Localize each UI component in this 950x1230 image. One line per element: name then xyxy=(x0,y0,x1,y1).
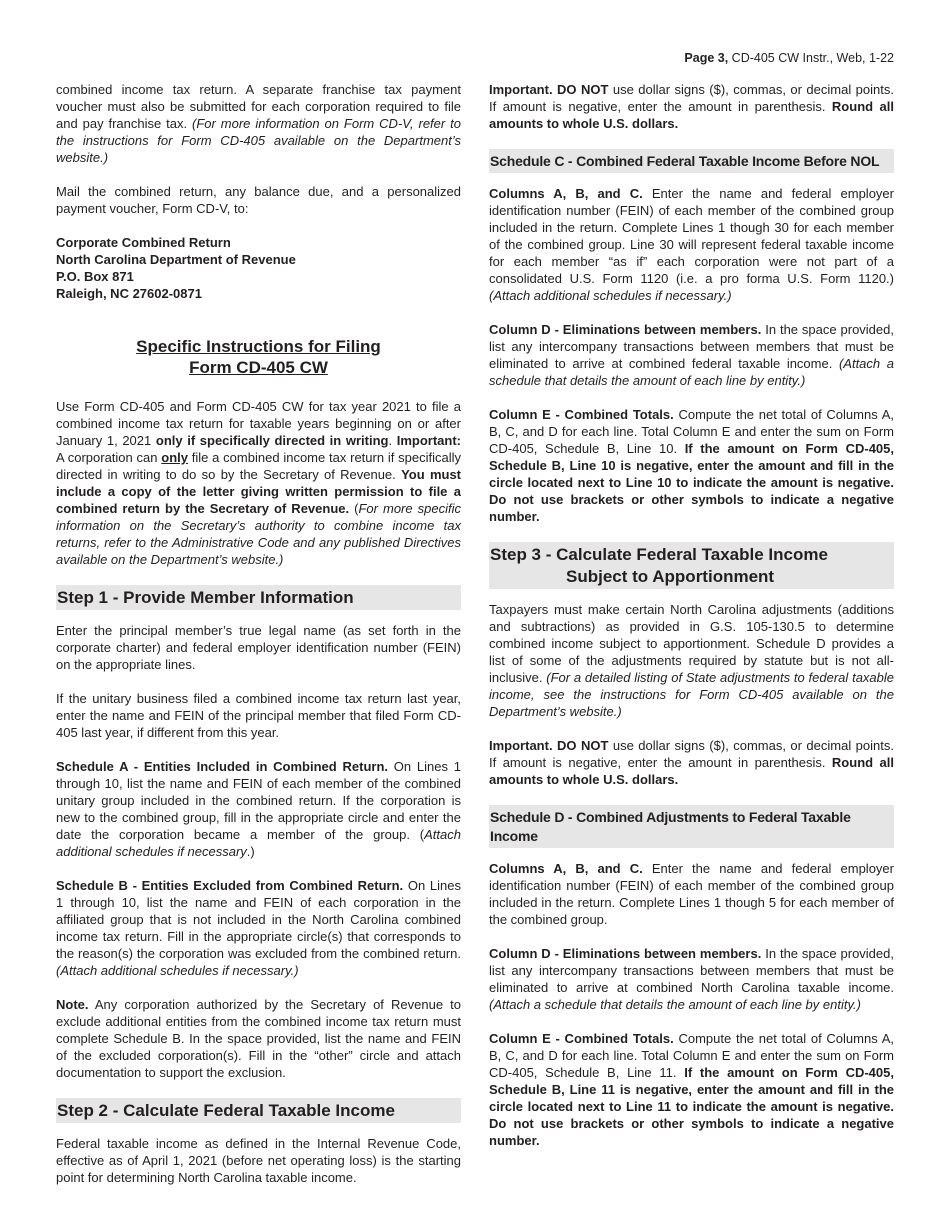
text-segment: Federal taxable income as defined in the Internal Revenue Code, effective as of April 1, 2021 (before net operating loss) is the starting point for determining North Carolina taxable income. xyxy=(56,1136,461,1185)
text-segment: Important. xyxy=(489,82,553,97)
note-paragraph xyxy=(56,996,461,1081)
column-d-paragraph-2 xyxy=(489,945,894,1013)
text-segment: (Attach additional schedules if necessary.) xyxy=(489,288,732,303)
text-segment: You must include a copy of the letter giving written permission to file a combined return by the Secretary of Revenue. xyxy=(56,467,461,516)
text-segment: On Lines 1 through 10, list the name and FEIN of each corporation in the affiliated group that is not included in the North Carolina combined income tax return. Fill in the appropriate circle(s) that corresponds to the reason(s) the corporation was excluded from the combined return. xyxy=(56,878,461,961)
text-segment: Important: xyxy=(396,433,461,448)
text-segment: Use Form CD-405 and Form CD-405 CW for tax year 2021 to file a combined income tax return for taxable years beginning on or after January 1, 2021 xyxy=(56,399,461,448)
step1-heading: Step 1 - Provide Member Information xyxy=(56,585,461,610)
text-segment: A corporation can xyxy=(56,450,162,465)
schedule-d-heading: Schedule D - Combined Adjustments to Federal Taxable Income xyxy=(489,805,894,848)
important-paragraph-2 xyxy=(489,737,894,788)
federal-taxable-income-paragraph xyxy=(56,1135,461,1186)
text-segment: use dollar signs ($), commas, or decimal points. If amount is negative, enter the amount in parenthesis. xyxy=(489,82,894,114)
franchise-voucher-paragraph xyxy=(56,81,461,166)
step2-heading: Step 2 - Calculate Federal Taxable Income xyxy=(56,1098,461,1123)
left-column xyxy=(56,81,461,1203)
text-segment: Column D - Eliminations between members. xyxy=(489,946,762,961)
section-title xyxy=(56,336,461,378)
adjustments-paragraph xyxy=(489,601,894,720)
address-line: Corporate Combined Return xyxy=(56,235,231,250)
text-segment: file a combined income tax return if specifically directed in writing to do so by the Secretary of Revenue. xyxy=(56,450,461,482)
text-segment: If the amount on Form CD-405, Schedule B, Line 10 is negative, enter the amount and fill in the circle located next to Line 10 to indicate the amount is negative. Do not use brackets or other symbols to indicate a negative number. xyxy=(489,441,894,524)
address-line: P.O. Box 871 xyxy=(56,269,134,284)
text-segment: (Attach additional schedules if necessary.) xyxy=(56,963,299,978)
text-segment: Schedule B - Entities Excluded from Combined Return. xyxy=(56,878,404,893)
text-segment: Column D - Eliminations between members. xyxy=(489,322,762,337)
columns-abc-paragraph-2 xyxy=(489,860,894,928)
text-segment: only if specifically directed in writing xyxy=(155,433,389,448)
text-segment: (For a detailed listing of State adjustments to federal taxable income, see the instructions for Form CD-405 available on the Department’s website.) xyxy=(489,670,895,719)
columns-abc-paragraph xyxy=(489,185,894,304)
text-segment: (Attach a schedule that details the amount of each line by entity.) xyxy=(489,997,861,1012)
step3-heading-line: Subject to Apportionment xyxy=(566,567,775,586)
text-segment: combined income tax return. A separate franchise tax payment voucher must also be submitted for each corporation required to file and pay franchise tax. xyxy=(56,82,461,131)
text-segment: Column E - Combined Totals. xyxy=(489,1031,674,1046)
mail-instructions-paragraph xyxy=(56,183,461,217)
text-segment: Note. xyxy=(56,997,89,1012)
text-segment: Any corporation authorized by the Secretary of Revenue to exclude additional entities from the combined income tax return must complete Schedule B. In the space provided, list the name and FEIN of the excluded corporation(s). Fill in the “other” circle and attach documentation to support the exclusion. xyxy=(56,997,461,1080)
text-segment: Attach additional schedules if necessary xyxy=(56,827,461,859)
text-segment: For more specific information on the Secretary’s authority to combine income tax returns, refer to the Administrative Code and any published Directives available on the Department’s website.) xyxy=(56,501,461,567)
address-line: Raleigh, NC 27602-0871 xyxy=(56,286,202,301)
text-segment: Compute the net total of Columns A, B, C, and D for each line. Total Column E and enter the sum on Form CD-405, Schedule B, Line 11. xyxy=(489,1031,895,1080)
right-column xyxy=(489,81,894,1166)
text-segment: Taxpayers must make certain North Carolina adjustments (additions and subtractions) as provided in G.S. 105-130.5 to determine combined income subject to apportionment. Schedule D provides a list of some of the adjustments required by statute but is not all-inclusive. xyxy=(489,602,894,685)
text-segment: In the space provided, list any intercompany transactions between members that must be eliminated to arrive at combined federal taxable income. xyxy=(489,322,894,371)
prior-year-paragraph xyxy=(56,690,461,741)
text-segment: Mail the combined return, any balance due, and a personalized payment voucher, Form CD-V, to: xyxy=(56,184,461,216)
text-segment: DO NOT xyxy=(557,82,609,97)
column-e-paragraph-2 xyxy=(489,1030,894,1149)
section-title-line: Specific Instructions for Filing xyxy=(136,337,381,356)
text-segment: (Attach a schedule that details the amount of each line by entity.) xyxy=(489,356,894,388)
text-segment: Enter the name and federal employer identification number (FEIN) of each member of the combined group included in the return. Complete Lines 1 though 5 for each member of the combined group. xyxy=(489,861,894,927)
text-segment: Enter the name and federal employer identification number (FEIN) of each member of the combined group included in the return. Complete Lines 1 though 30 for each member of the combined group. Line 30 will represent federal taxable income for each member “as if” each corporation were not part of a consolidated U.S. Form 1120 (i.e. a pro forma U.S. Form 1120.) xyxy=(489,186,894,286)
text-segment: Round all amounts to whole U.S. dollars. xyxy=(489,99,894,131)
text-segment: In the space provided, list any intercompany transactions between members that must be eliminated to arrive at combined North Carolina taxable income. xyxy=(489,946,894,995)
mailing-address xyxy=(56,234,461,302)
schedule-a-paragraph xyxy=(56,758,461,860)
text-segment: Column E - Combined Totals. xyxy=(489,407,674,422)
text-segment: On Lines 1 through 10, list the name and FEIN of each member of the combined unitary group included in the combined return. If the corporation is new to the combined group, fill in the appropriate circle and enter the date the corporation became a member of the group. ( xyxy=(56,759,461,842)
page-header xyxy=(684,50,894,67)
schedule-b-paragraph xyxy=(56,877,461,979)
step3-heading-line: Step 3 - Calculate Federal Taxable Income xyxy=(490,545,828,564)
text-segment: If the unitary business filed a combined income tax return last year, enter the name and FEIN of the principal member that filed Form CD-405 last year, if different from this year. xyxy=(56,691,461,740)
text-segment: . xyxy=(388,433,397,448)
text-segment: only xyxy=(161,450,189,465)
text-segment: Schedule A - Entities Included in Combined Return. xyxy=(56,759,388,774)
text-segment: Columns A, B, and C. xyxy=(489,861,643,876)
page-number: Page 3, xyxy=(684,51,729,65)
text-segment: (For more information on Form CD-V, refer to the instructions for Form CD-405 available on the Department’s website.) xyxy=(56,116,461,165)
schedule-c-heading: Schedule C - Combined Federal Taxable Income Before NOL xyxy=(489,149,894,173)
form-reference: CD-405 CW Instr., Web, 1-22 xyxy=(728,51,894,65)
column-d-paragraph xyxy=(489,321,894,389)
text-segment: Round all amounts to whole U.S. dollars. xyxy=(489,755,894,787)
usage-paragraph xyxy=(56,398,461,568)
column-e-paragraph xyxy=(489,406,894,525)
important-paragraph xyxy=(489,81,894,132)
text-segment: DO NOT xyxy=(557,738,609,753)
text-segment: If the amount on Form CD-405, Schedule B, Line 11 is negative, enter the amount and fill in the circle located next to Line 11 to indicate the amount is negative. Do not use brackets or other symbols to indicate a negative number. xyxy=(489,1065,894,1148)
text-segment: Columns A, B, and C. xyxy=(489,186,643,201)
text-segment: Enter the principal member’s true legal name (as set forth in the corporate charter) and federal employer identification number (FEIN) on the appropriate lines. xyxy=(56,623,461,672)
text-segment: Compute the net total of Columns A, B, C, and D for each line. Total Column E and enter the sum on Form CD-405, Schedule B, Line 10. xyxy=(489,407,895,456)
step3-heading xyxy=(489,542,894,589)
text-segment: use dollar signs ($), commas, or decimal points. If amount is negative, enter the amount in parenthesis. xyxy=(489,738,894,770)
principal-member-paragraph xyxy=(56,622,461,673)
text-segment: ( xyxy=(349,501,359,516)
text-segment: .) xyxy=(246,844,255,859)
section-title-line: Form CD-405 CW xyxy=(189,358,328,377)
address-line: North Carolina Department of Revenue xyxy=(56,252,296,267)
text-segment: Important. xyxy=(489,738,553,753)
